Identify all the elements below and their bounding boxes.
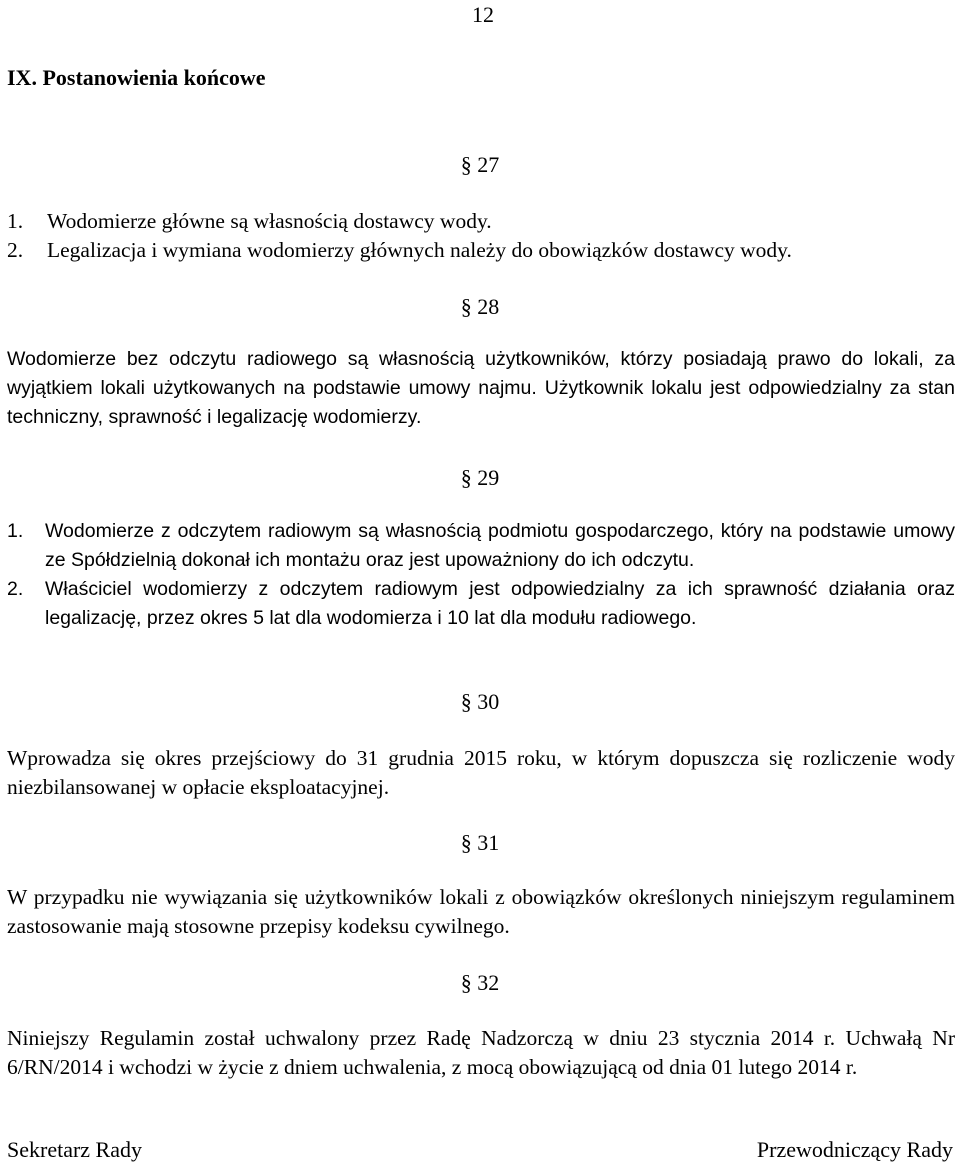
signature-secretary: Sekretarz Rady — [7, 1137, 142, 1162]
section-heading-31: § 31 — [460, 830, 500, 855]
section-heading-28: § 28 — [460, 294, 500, 319]
section-31-text: W przypadku nie wywiązania się użytkowników lokali z obowiązków określonych niniejszym regulaminem zastosowanie mają stosowne przepisy kodeksu cywilnego. — [7, 885, 955, 938]
chapter-title: IX. Postanowienia końcowe — [7, 65, 266, 90]
item-text: Wodomierze główne są własnością dostawcy wody. — [47, 209, 492, 233]
list-item — [7, 517, 955, 575]
item-number: 1. — [7, 520, 24, 542]
page-number: 12 — [472, 2, 494, 27]
list-item — [7, 575, 955, 633]
section-heading-30: § 30 — [460, 689, 500, 714]
list-item — [7, 236, 955, 265]
list-item — [7, 207, 955, 236]
item-number: 1. — [7, 209, 24, 233]
item-text: Legalizacja i wymiana wodomierzy głównych należy do obowiązków dostawcy wody. — [47, 238, 792, 262]
section-32-text: Niniejszy Regulamin został uchwalony przez Radę Nadzorczą w dniu 23 stycznia 2014 r. Uchwałą Nr 6/RN/2014 i wchodzi w życie z dniem uchwalenia, z mocą obowiązującą od dnia 01 lutego 2014 r. — [7, 1026, 955, 1079]
section-heading-29: § 29 — [460, 465, 500, 490]
item-text: Wodomierze z odczytem radiowym są własnością podmiotu gospodarczego, który na podstawie umowy ze Spółdzielnią dokonał ich montażu oraz jest upoważniony do ich odczytu. — [45, 520, 955, 571]
section-heading-27: § 27 — [460, 152, 500, 177]
item-number: 2. — [7, 578, 24, 600]
section-29-list — [7, 517, 955, 633]
item-text: Właściciel wodomierzy z odczytem radiowym jest odpowiedzialny za ich sprawność działania oraz legalizację, przez okres 5 lat dla wodomierza i 10 lat dla modułu radiowego. — [45, 578, 955, 629]
item-number: 2. — [7, 238, 24, 262]
section-28-text: Wodomierze bez odczytu radiowego są własnością użytkowników, którzy posiadają prawo do lokali, za wyjątkiem lokali użytkowanych na podstawie umowy najmu. Użytkownik lokalu jest odpowiedzialny za stan techniczny, sprawność i legalizację wodomierzy. — [7, 348, 955, 428]
section-heading-32: § 32 — [460, 970, 500, 995]
signature-chairman: Przewodniczący Rady — [756, 1137, 953, 1162]
section-27-list — [7, 207, 955, 265]
section-30-text: Wprowadza się okres przejściowy do 31 grudnia 2015 roku, w którym dopuszcza się rozliczenie wody niezbilansowanej w opłacie eksploatacyjnej. — [7, 746, 955, 799]
